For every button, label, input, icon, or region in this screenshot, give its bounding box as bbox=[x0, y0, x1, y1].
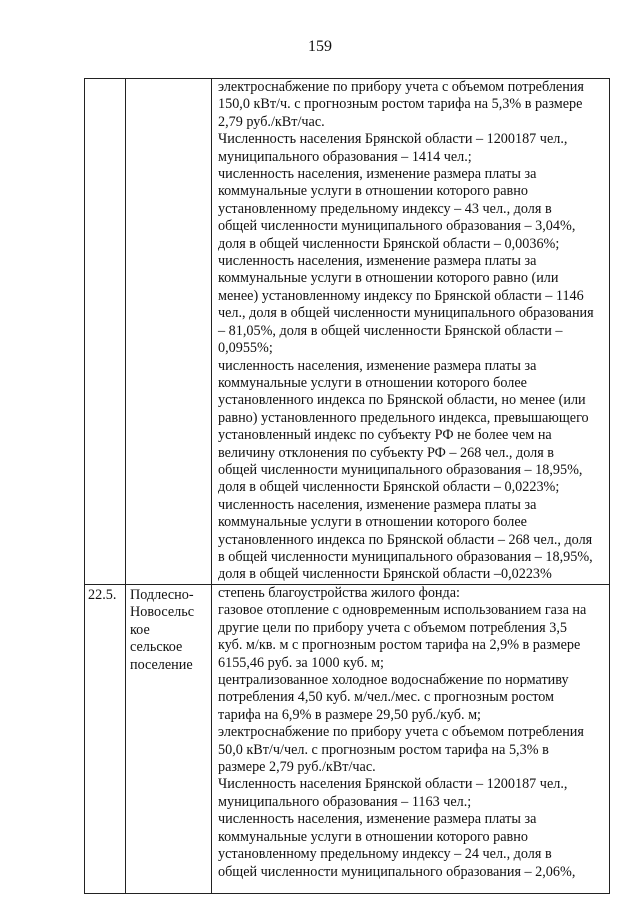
description-line: муниципального образования – 1414 чел.; bbox=[218, 148, 472, 165]
municipality-name-cell bbox=[126, 585, 212, 894]
description-line: централизованное холодное водоснабжение по нормативу bbox=[218, 672, 569, 689]
description-line: коммунальные услуги в отношении которого равно (или bbox=[218, 270, 559, 287]
description-line: общей численности муниципального образования – 18,95%, bbox=[218, 461, 583, 478]
description-line: тарифа на 6,9% в размере 29,50 руб./куб. м; bbox=[218, 706, 482, 723]
description-line: 2,79 руб./кВт/час. bbox=[218, 113, 325, 130]
description-line: численность населения, изменение размера платы за bbox=[218, 357, 537, 374]
municipality-name-line: поселение bbox=[130, 656, 193, 673]
description-line: коммунальные услуги в отношении которого более bbox=[218, 514, 527, 531]
table-row bbox=[85, 585, 610, 894]
description-line: 150,0 кВт/ч. с прогнозным ростом тарифа на 5,3% в размере bbox=[218, 96, 583, 113]
description-line: установленный индекс по субъекту РФ не более чем на bbox=[218, 427, 552, 444]
description-line: доля в общей численности Брянской области –0,0223% bbox=[218, 566, 552, 583]
description-line: величину отклонения по субъекту РФ – 268 чел., доля в bbox=[218, 444, 554, 461]
description-line: установленному предельному индексу – 43 чел., доля в bbox=[218, 200, 552, 217]
description-line: коммунальные услуги в отношении которого равно bbox=[218, 828, 528, 845]
description-line: менее) установленному индексу по Брянской области – 1146 bbox=[218, 287, 584, 304]
description-line: 6155,46 руб. за 1000 куб. м; bbox=[218, 654, 384, 671]
description-line: доля в общей численности Брянской области – 0,0036%; bbox=[218, 235, 560, 252]
municipality-name-line: Подлесно- bbox=[130, 587, 194, 603]
table-row bbox=[85, 79, 610, 585]
page-number: 159 bbox=[308, 38, 332, 55]
row-number-cell bbox=[85, 79, 126, 585]
description-line: коммунальные услуги в отношении которого более bbox=[218, 374, 527, 391]
description-line: 0,0955%; bbox=[218, 340, 273, 357]
description-cell bbox=[212, 585, 610, 894]
description-line: установленного индекса по Брянской области – 268 чел., доля bbox=[218, 531, 593, 548]
description-line: размере 2,79 руб./кВт/час. bbox=[218, 759, 376, 776]
description-line: общей численности муниципального образования – 3,04%, bbox=[218, 218, 576, 235]
description-line: доля в общей численности Брянской области – 0,0223%; bbox=[218, 479, 560, 496]
description-line: Численность населения Брянской области – 1200187 чел., bbox=[218, 131, 568, 148]
description-line: электроснабжение по прибору учета с объемом потребления bbox=[218, 724, 584, 741]
description-line: Численность населения Брянской области – 1200187 чел., bbox=[218, 776, 568, 793]
row-number-cell: 22.5. bbox=[85, 585, 126, 894]
description-line: установленного индекса по Брянской области, но менее (или bbox=[218, 392, 586, 409]
description-line: чел., доля в общей численности муниципального образования bbox=[218, 305, 594, 322]
description-line: численность населения, изменение размера платы за bbox=[218, 253, 537, 270]
description-line: равно) установленного предельного индекса, превышающего bbox=[218, 409, 589, 426]
municipality-name-line: сельское bbox=[130, 639, 183, 656]
document-table bbox=[84, 78, 610, 894]
description-line: куб. м/кв. м с прогнозным ростом тарифа на 2,9% в размере bbox=[218, 637, 581, 654]
description-line: коммунальные услуги в отношении которого равно bbox=[218, 183, 528, 200]
municipality-name-line: кое bbox=[130, 621, 150, 638]
description-line: численность населения, изменение размера платы за bbox=[218, 811, 537, 828]
description-line: – 81,05%, доля в общей численности Брянской области – bbox=[218, 322, 563, 339]
description-line: общей численности муниципального образования – 2,06%, bbox=[218, 863, 576, 880]
description-line: численность населения, изменение размера платы за bbox=[218, 166, 537, 183]
description-line: установленному предельному индексу – 24 чел., доля в bbox=[218, 846, 552, 863]
description-line: численность населения, изменение размера платы за bbox=[218, 496, 537, 513]
description-line: степень благоустройства жилого фонда: bbox=[218, 585, 460, 601]
description-line: потребления 4,50 куб. м/чел./мес. с прогнозным ростом bbox=[218, 689, 555, 706]
description-line: другие цели по прибору учета с объемом потребления 3,5 bbox=[218, 619, 567, 636]
description-line: электроснабжение по прибору учета с объемом потребления bbox=[218, 79, 584, 95]
municipality-name-line: Новосельс bbox=[130, 604, 195, 621]
description-line: в общей численности муниципального образования – 18,95%, bbox=[218, 548, 593, 565]
description-line: 50,0 кВт/ч/чел. с прогнозным ростом тарифа на 5,3% в bbox=[218, 741, 549, 758]
description-line: газовое отопление с одновременным использованием газа на bbox=[218, 602, 587, 619]
municipality-name-cell bbox=[126, 79, 212, 585]
description-cell bbox=[212, 79, 610, 585]
description-line: муниципального образования – 1163 чел.; bbox=[218, 793, 472, 810]
